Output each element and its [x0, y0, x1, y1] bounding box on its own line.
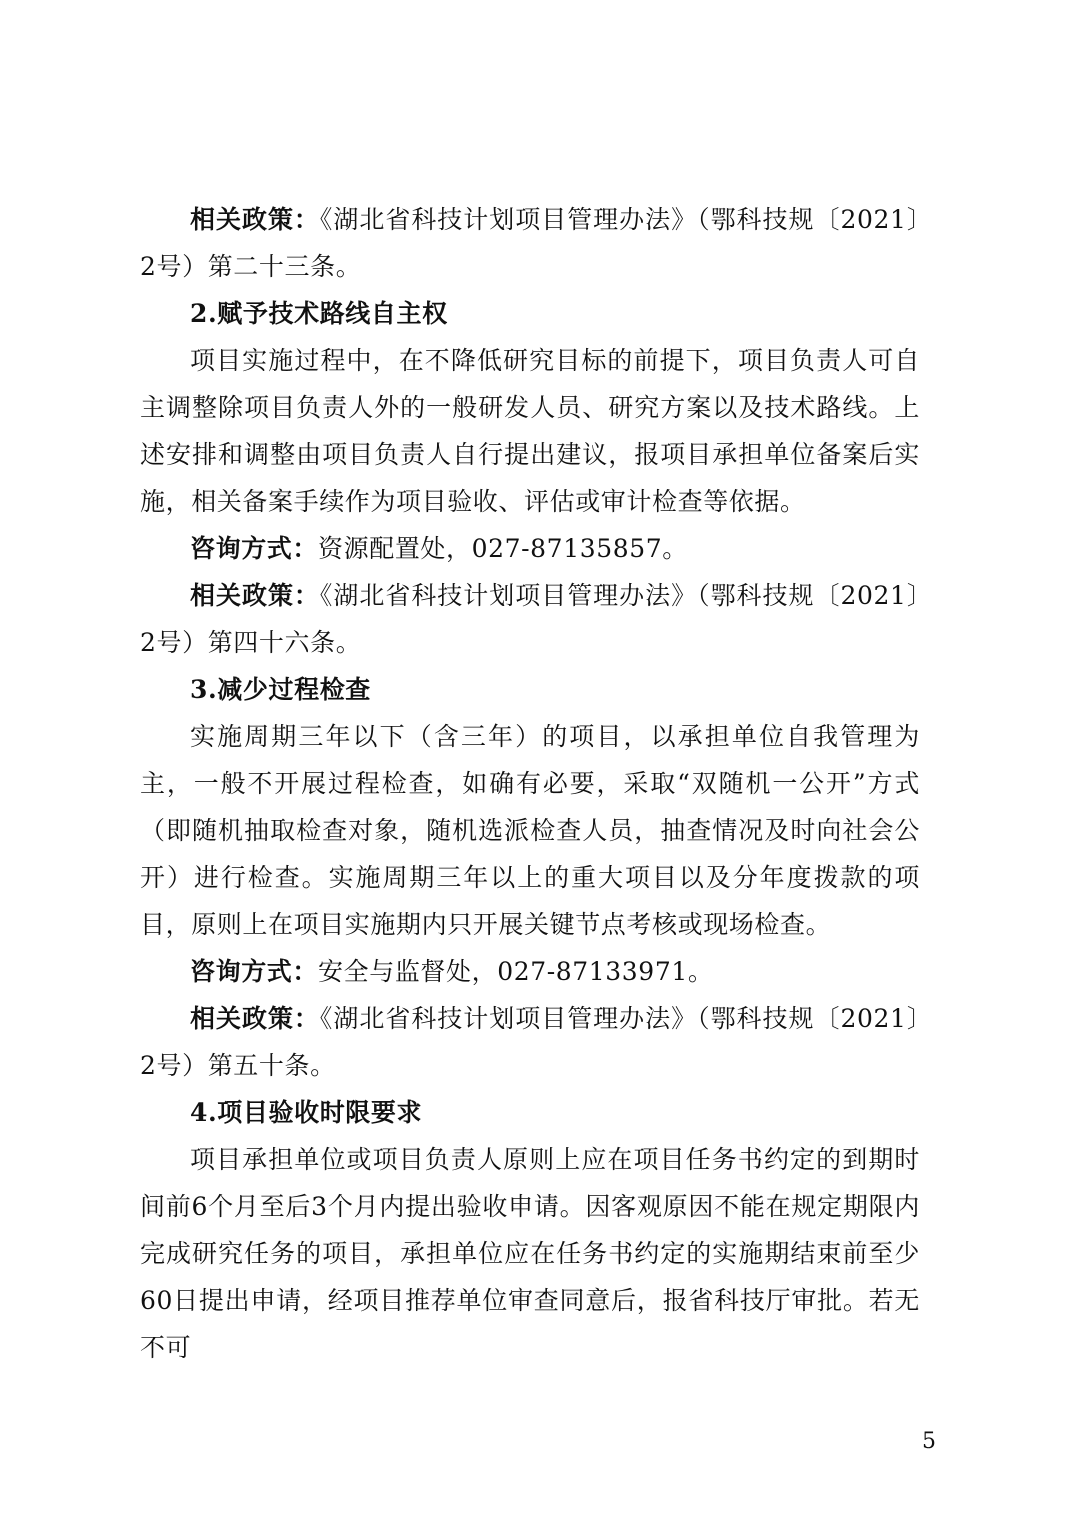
section-body-2: 项目实施过程中，在不降低研究目标的前提下，项目负责人可自主调整除项目负责人外的一般研发人员、研究方案以及技术路线。上述安排和调整由项目负责人自行提出建议，报项目承担单位备案后实施，相关备案手续作为项目验收、评估或审计检查等依据。 — [140, 346, 920, 516]
document-body — [140, 196, 920, 1371]
section-body-3: 实施周期三年以下（含三年）的项目，以承担单位自我管理为主，一般不开展过程检查，如确有必要，采取“双随机一公开”方式（即随机抽取检查对象，随机选派检查人员，抽查情况及时向社会公开）进行检查。实施周期三年以上的重大项目以及分年度拨款的项目，原则上在项目实施期内只开展关键节点考核或现场检查。 — [140, 722, 920, 939]
section-body-4: 项目承担单位或项目负责人原则上应在项目任务书约定的到期时间前6个月至后3个月内提出验收申请。因客观原因不能在规定期限内完成研究任务的项目，承担单位应在任务书约定的实施期结束前至少60日提出申请，经项目推荐单位审查同意后，报省科技厅审批。若无不可 — [140, 1145, 920, 1362]
section-heading-2: 2.赋予技术路线自主权 — [190, 299, 448, 328]
contact-text: 安全与监督处，027-87133971。 — [318, 957, 714, 986]
policy-text: 《湖北省科技计划项目管理办法》（鄂科技规〔2021〕2号）第四十六条。 — [140, 581, 920, 657]
policy-label: 相关政策： — [190, 1004, 320, 1033]
policy-label: 相关政策： — [190, 581, 320, 610]
section-heading-4: 4.项目验收时限要求 — [190, 1098, 423, 1127]
contact-paragraph-3 — [140, 948, 920, 995]
policy-text: 《湖北省科技计划项目管理办法》（鄂科技规〔2021〕2号）第五十条。 — [140, 1004, 920, 1080]
section-heading-3: 3.减少过程检查 — [190, 675, 371, 704]
contact-text: 资源配置处，027-87135857。 — [318, 534, 688, 563]
policy-paragraph-46 — [140, 572, 920, 666]
policy-text: 《湖北省科技计划项目管理办法》（鄂科技规〔2021〕2号）第二十三条。 — [140, 205, 920, 281]
policy-paragraph-50 — [140, 995, 920, 1089]
contact-label: 咨询方式： — [190, 957, 319, 986]
page-number: 5 — [922, 1429, 936, 1454]
contact-paragraph-2 — [140, 525, 920, 572]
contact-label: 咨询方式： — [190, 534, 319, 563]
policy-label: 相关政策： — [190, 205, 320, 234]
policy-paragraph-23 — [140, 196, 920, 290]
